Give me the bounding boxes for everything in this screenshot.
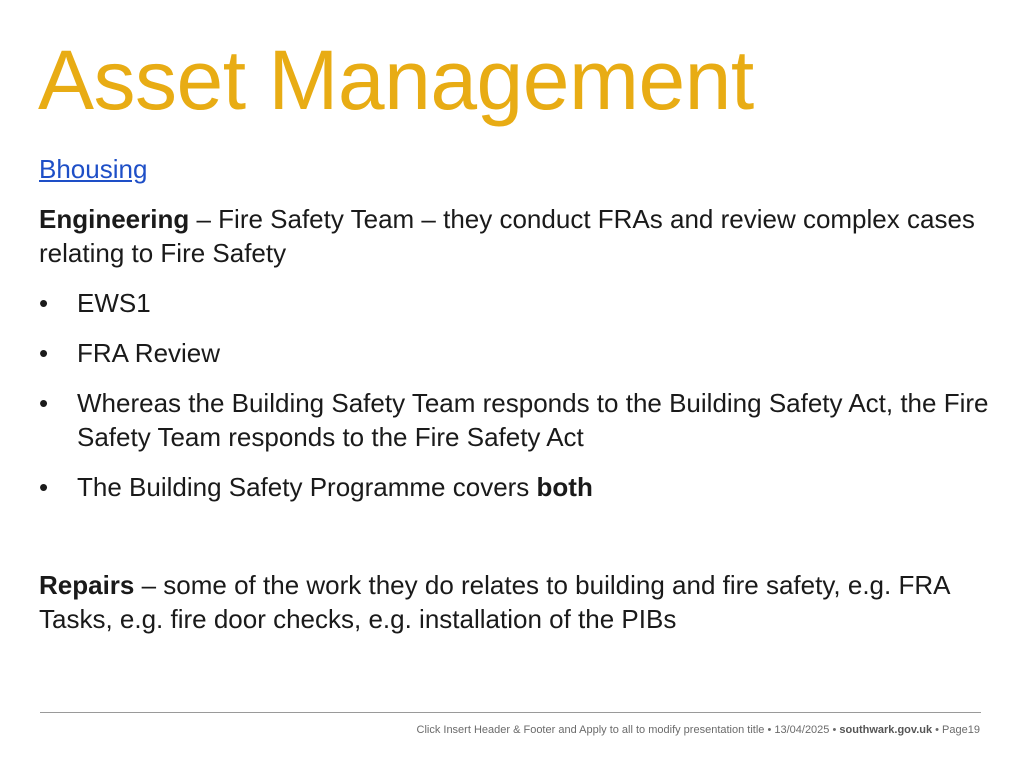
repairs-label: Repairs [39,570,135,600]
engineering-text: – Fire Safety Team – they conduct FRAs and review complex cases relating to Fire Safety [39,204,975,268]
footer-site: southwark.gov.uk [839,724,933,736]
bullet-icon: • [39,388,49,418]
list-item [39,286,989,320]
bullet-bold-text: both [536,472,593,502]
bullet-icon: • [39,338,49,368]
engineering-label: Engineering [39,204,190,234]
spacer [39,520,989,568]
engineering-paragraph [39,202,989,270]
bullet-list [39,286,989,504]
list-item [39,386,989,454]
bullet-icon: • [39,288,49,318]
list-item [39,336,989,370]
bullet-icon: • [39,472,49,502]
footer-page-label: • Page [932,724,968,736]
bhousing-link[interactable]: Bhousing [39,154,148,184]
bullet-text: Whereas the Building Safety Team responds to the Building Safety Act, the Fire Safety Team responds to the Fire Safety Act [77,388,989,452]
slide-title: Asset Management [38,33,754,127]
footer-page-number: 19 [967,724,980,736]
footer-divider [40,712,981,713]
list-item [39,470,989,504]
repairs-paragraph [39,568,989,636]
footer [417,722,981,738]
bullet-text: The Building Safety Programme covers [77,472,537,502]
footer-text: Click Insert Header & Footer and Apply to all to modify presentation title • 13/04/2025 • [416,724,840,736]
bullet-text: FRA Review [77,338,221,368]
bullet-text: EWS1 [77,288,151,318]
slide-body [39,152,989,652]
repairs-text: – some of the work they do relates to building and fire safety, e.g. FRA Tasks, e.g. fire door checks, e.g. installation of the PIBs [39,570,950,634]
